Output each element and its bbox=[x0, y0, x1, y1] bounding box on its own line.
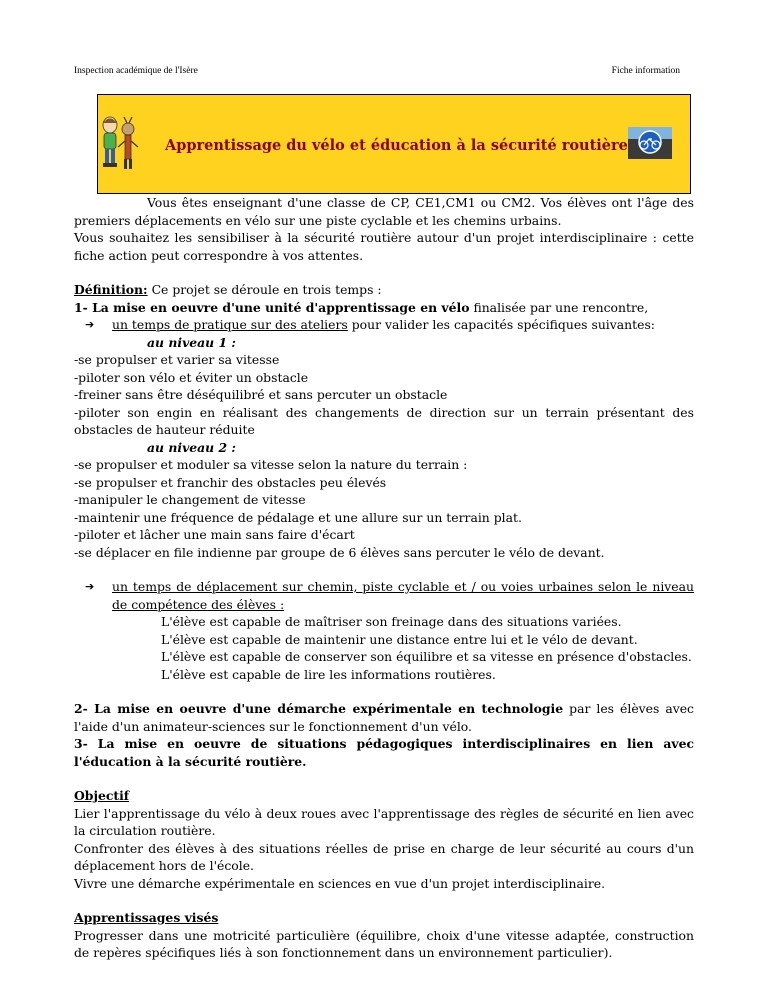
arrow-right-icon: ➔ bbox=[85, 580, 95, 593]
arrow2-item: L'élève est capable de conserver son équilibre et sa vitesse en présence d'obstacles. bbox=[161, 649, 692, 664]
intro-paragraph-1: Vous êtes enseignant d'une classe de CP, CE1,CM1 ou CM2. Vos élèves ont l'âge des premiers déplacements en vélo sur une piste cyclable et les chemins urbains. bbox=[74, 195, 694, 228]
level2-item: -se déplacer en file indienne par groupe de 6 élèves sans percuter le vélo de devant. bbox=[74, 544, 605, 560]
intro-paragraph-2: Vous souhaitez les sensibiliser à la sécurité routière autour d'un projet interdisciplinaire : cette fiche action peut correspondre à vos attentes. bbox=[74, 230, 694, 263]
level1-item: -se propulser et varier sa vitesse bbox=[74, 352, 280, 367]
definition-label: Définition: bbox=[74, 282, 148, 297]
arrow2-item: L'élève est capable de maintenir une distance entre lui et le vélo de devant. bbox=[161, 631, 638, 647]
item2-bold: 2- La mise en oeuvre d'une démarche expérimentale en technologie bbox=[74, 701, 564, 716]
level1-item: -freiner sans être déséquilibré et sans percuter un obstacle bbox=[74, 387, 448, 402]
definition-item-2 bbox=[74, 700, 694, 735]
header-right: Fiche information bbox=[611, 66, 680, 76]
level2-item: -maintenir une fréquence de pédalage et une allure sur un terrain plat. bbox=[74, 509, 522, 525]
arrow2-underlined: un temps de déplacement sur chemin, piste cyclable et / ou voies urbaines selon le niveau de compétence des élèves : bbox=[112, 579, 694, 612]
arrow-item-2 bbox=[74, 578, 694, 613]
arrow2-item: L'élève est capable de maîtriser son freinage dans des situations variées. bbox=[161, 614, 622, 629]
definition-item-3: 3- La mise en oeuvre de situations pédagogiques interdisciplinaires en lien avec l'éducation à la sécurité routière. bbox=[74, 736, 694, 769]
arrow-right-icon: ➔ bbox=[85, 318, 95, 331]
level-2-heading: au niveau 2 : bbox=[147, 439, 237, 455]
level2-item: -piloter et lâcher une main sans faire d'écart bbox=[74, 527, 355, 542]
level2-item: -se propulser et franchir des obstacles peu élevés bbox=[74, 474, 387, 490]
header-left: Inspection académique de l'Isère bbox=[74, 66, 198, 76]
document-body bbox=[74, 194, 694, 962]
mascot-illustration bbox=[98, 113, 142, 173]
level1-item: -piloter son engin en réalisant des changements de direction sur un terrain présentant des obstacles de hauteur réduite bbox=[74, 404, 694, 437]
level-1-heading: au niveau 1 : bbox=[147, 334, 237, 350]
item2-rest: par les élèves avec l'aide d'un animateur-sciences sur le fonctionnement d'un vélo. bbox=[74, 701, 694, 734]
bicycle-sign-icon bbox=[628, 127, 672, 159]
level2-item: -manipuler le changement de vitesse bbox=[74, 492, 306, 507]
arrow1-rest: pour valider les capacités spécifiques suivantes: bbox=[347, 317, 655, 332]
level1-item: -piloter son vélo et éviter un obstacle bbox=[74, 369, 309, 385]
definition-item-1 bbox=[74, 299, 694, 317]
definition-line bbox=[74, 281, 694, 299]
item1-bold: 1- La mise en oeuvre d'une unité d'apprentissage en vélo bbox=[74, 299, 470, 315]
apprentissages-heading: Apprentissages visés bbox=[74, 910, 219, 925]
document-title: Apprentissage du vélo et éducation à la sécurité routière bbox=[165, 137, 628, 154]
item1-rest: finalisée par une rencontre, bbox=[469, 299, 649, 315]
title-banner bbox=[97, 94, 691, 194]
objectif-item: Vivre une démarche expérimentale en sciences en vue d'un projet interdisciplinaire. bbox=[74, 875, 606, 891]
arrow-item-1 bbox=[74, 316, 694, 334]
arrow2-item: L'élève est capable de lire les informations routières. bbox=[161, 666, 496, 682]
arrow1-underlined: un temps de pratique sur des ateliers bbox=[112, 317, 348, 332]
objectif-heading: Objectif bbox=[74, 788, 130, 803]
objectif-item: Confronter des élèves à des situations réelles de prise en charge de leur sécurité au cours d'un déplacement hors de l'école. bbox=[74, 840, 694, 873]
definition-text: Ce projet se déroule en trois temps : bbox=[147, 282, 382, 297]
apprentissages-text: Progresser dans une motricité particulière (équilibre, choix d'une vitesse adaptée, construction de repères spécifiques liés à son fonctionnement dans un environnement particulier). bbox=[74, 927, 694, 960]
level2-item: -se propulser et moduler sa vitesse selon la nature du terrain : bbox=[74, 457, 468, 472]
objectif-item: Lier l'apprentissage du vélo à deux roues avec l'apprentissage des règles de sécurité en lien avec la circulation routière. bbox=[74, 805, 694, 838]
